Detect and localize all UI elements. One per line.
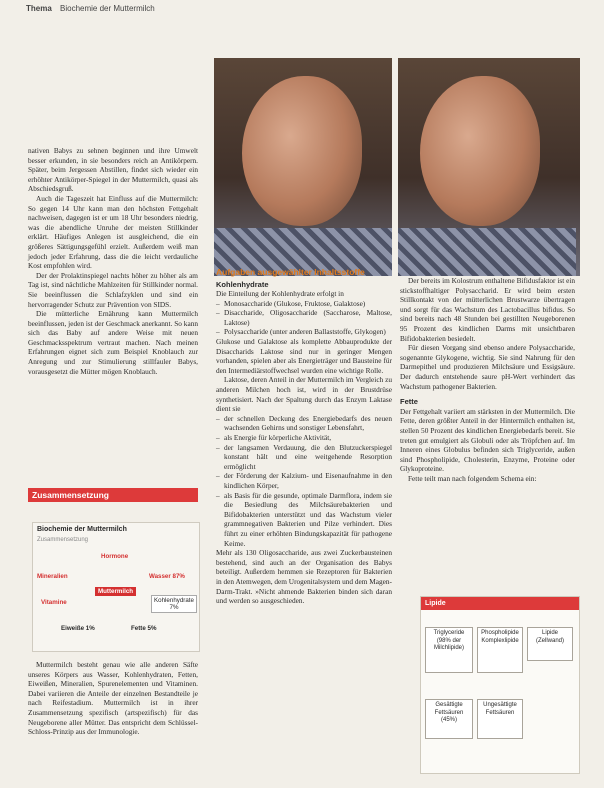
box-triglyceride: Triglyceride (98% der Milchlipide) (425, 627, 473, 673)
label-eiweisse: Eiweiße 1% (61, 625, 95, 632)
subheading-fette: Fette (400, 397, 418, 407)
paragraph: Fette teilt man nach folgendem Schema ein: (408, 473, 537, 483)
baby-photo-right (398, 58, 580, 276)
section-label: Thema (26, 4, 52, 13)
running-title: Biochemie der Muttermilch (60, 4, 155, 13)
page-header (26, 4, 155, 13)
list-item: – der langsamen Verdauung, die den Blutzuckerspiegel konstant hält und eine weitgehende Resorption ermöglicht (216, 443, 392, 472)
paragraph: Auch die Tageszeit hat Einfluss auf die Muttermilch: So gegen 14 Uhr kann man den höchsten Fettgehalt nachweisen, dagegen ist er um 18 Uhr besonders niedrig, was die abendliche Unruhe der meisten Stillkinder erklärt. Häufiges Anlegen ist ausgleichend, die ein größeres Sättigungsgefühl erzielt. Außerdem weiß man jedoch jeder Erfahrung, dass die die leicht verdauliche Kost empfohlen wird. (28, 193, 198, 271)
paragraph: Der der Prolaktinspiegel nachts höher zu höher als am Tag ist, sind nächtliche Mahlzeiten für Stillkinder normal. Sie beeinflussen die Schlafzyklen und sind ein hervorragender Schutz zur Prävention von SIDS. (28, 270, 198, 309)
paragraph: Glukose und Galaktose als komplette Abbauprodukte der Disaccharids Laktose sind nur in geringer Mengen vorhanden, spielen aber als Energieträger und Bausteine für den Intermediärstoffwechsel wurden eine wichtige Rolle. (216, 337, 392, 375)
box-ungesaettigte: Ungesättigte Fettsäuren (477, 699, 523, 739)
paragraph: nativen Babys zu sehnen beginnen und ihre Umwelt besser erkunden, in sie besonders reich an Antikörpern. Später, beim Jergessen Abstillen, findet sich wieder ein erhöhter Antikörper-Spiegel in der Muttermilch, quasi als Abschiedsgruß. (28, 146, 198, 194)
column-left (28, 146, 198, 376)
list-item: – Monosaccharide (Glukose, Fruktose, Galaktose) (216, 299, 392, 309)
saccharide-list (216, 299, 392, 337)
label-mineralien: Mineralien (37, 573, 68, 580)
paragraph: Für diesen Vorgang sind ebenso andere Polysaccharide, sogenannte Glykogene, wichtig. Sie sind Nahrung für den Darmepithel und produzieren Milchsäure und Essigsäure. Der dadurch entstehende saure pH-Wert verhindert das Wachstum pathogener Bakterien. (400, 343, 575, 391)
baby-face (420, 76, 540, 226)
list-item: – der Förderung der Kalzium- und Eisenaufnahme in den kindlichen Körper, (216, 471, 392, 490)
subheading-kohlenhydrate: Kohlenhydrate (216, 279, 269, 289)
paragraph: Die mütterliche Ernährung kann Muttermilch beeinflussen, jeden ist der Geschmack anerkannt. So kann sich das Baby auf andere Weise mit neuen Geschmacksspektrum vertraut machen. Nach meinen Erfahrungen eignet sich zum Beispiel Knoblauch zur Anregung und zur Stimulierung stillfauler Babys, vorausgesetzt die Mütter mögen Knoblauch. (28, 309, 198, 376)
column-left-bottom (28, 660, 198, 737)
paragraph: Laktose, deren Anteil in der Muttermilch im Vergleich zu anderen Milchen hoch ist, wird in der Brustdrüse synthetisiert. Nach der Spaltung durch das Enzym Laktase dient sie (216, 375, 392, 414)
label-wasser: Wasser 87% (149, 573, 185, 580)
baby-clothing (398, 228, 576, 276)
diagram-title: Biochemie der Muttermilch (37, 526, 127, 533)
list-item: – Disaccharide, Oligosaccharide (Saccharose, Maltose, Laktose) (216, 308, 392, 327)
zusammensetzung-heading: Zusammensetzung (28, 488, 198, 502)
column-middle (216, 268, 392, 606)
label-kohlenhydrate: Kohlenhydrate 7% (151, 595, 197, 613)
laktose-list (216, 414, 392, 548)
paragraph: Mehr als 130 Oligosaccharide, aus zwei Zuckerbausteinen bestehend, sind auch an der Organisation des Babys beteiligt. Außerdem hemmen sie Rezeptoren für Bakterien in den Atemwegen, dem Urogenitalsystem und dem Magen-Darm-Trakt. »Nicht ahmende Bakterien binden sich daran und werden so ausgeschieden. (216, 548, 392, 606)
diagram-subtitle: Zusammensetzung (37, 537, 89, 543)
paragraph: Die Einteilung der Kohlenhydrate erfolgt in (216, 289, 344, 299)
label-vitamine: Vitamine (41, 599, 67, 606)
label-muttermilch: Muttermilch (95, 587, 136, 596)
list-item: – als Energie für körperliche Aktivität, (216, 433, 392, 443)
label-fette: Fette 5% (131, 625, 157, 632)
paragraph: Muttermilch besteht genau wie alle anderen Säfte unseres Körpers aus Wasser, Kohlenhydraten, Fetten, Eiweißen, Mineralien, Spurenelementen und Vitaminen. Dabei variieren die Anteile der einzelnen Bestandteile je nach Reifestadium. Muttermilch ist in ihrer Zusammensetzung spezifisch (artspezifisch) für das Neugeborene aller Mütter. Das entspricht dem Schlüssel-Schloss-Prinzip aus der Immunologie. (28, 660, 198, 737)
baby-photo-left (214, 58, 392, 276)
list-item: – der schnellen Deckung des Energiebedarfs des neuen wachsenden Gehirns und sonstiger Lebensfahrt, (216, 414, 392, 433)
column-right (400, 276, 575, 483)
composition-diagram (32, 522, 200, 652)
list-item: – als Basis für die gesunde, optimale Darmflora, indem sie die Besiedlung des Milchsäurebakterien und Bifidobakterien unterstützt und das Wachstum vieler grammnegativen Bakterien und Pilze verhindert. Dies führt zu einer erhöhten Bindungskapazität für pathogene Keime. (216, 491, 392, 549)
baby-face (242, 76, 362, 226)
paragraph: Der Fettgehalt variiert am stärksten in der Muttermilch. Die Fette, deren größter Anteil in der Hintermilch enthalten ist, stellen 50 Prozent des kindlichen Energiebedarfs bereit. Sie treten gut emulgiert als Globuli oder als Tröpfchen auf. Im Inneren eines Globulus befinden sich Triglyceride, außen sind Phospholipide, Cholesterin, Enzyme, Proteine oder Glykoproteine. (400, 406, 575, 474)
box-zellwand: Lipide (Zellwand) (527, 627, 573, 661)
paragraph: Der bereits im Kolostrum enthaltene Bifidusfaktor ist ein stickstoffhaltiger Polysaccharid. Er wird beim ersten Stillkontakt von der mütterlichen Brustwarze übertragen und sorgt für das Wachstum des Lactobacillus bifidus. So sind bereits nach 48 Stunden bei gestillten Neugeborenen 95 Prozent des kindlichen Darms mit unsichtbaren Bifidobakterien besiedelt. (400, 276, 575, 343)
lipide-diagram (420, 596, 580, 774)
box-gesaettigte: Gesättigte Fettsäuren (45%) (425, 699, 473, 739)
list-item: – Polysaccharide (unter anderen Ballaststoffe, Glykogen) (216, 327, 392, 337)
box-phospholipide: Phospholipide Komplexlipide (477, 627, 523, 673)
label-hormone: Hormone (101, 553, 129, 560)
lipide-title: Lipide (421, 597, 579, 610)
section-heading: Aufgaben ausgewählter Inhaltsstoffe (216, 267, 365, 277)
